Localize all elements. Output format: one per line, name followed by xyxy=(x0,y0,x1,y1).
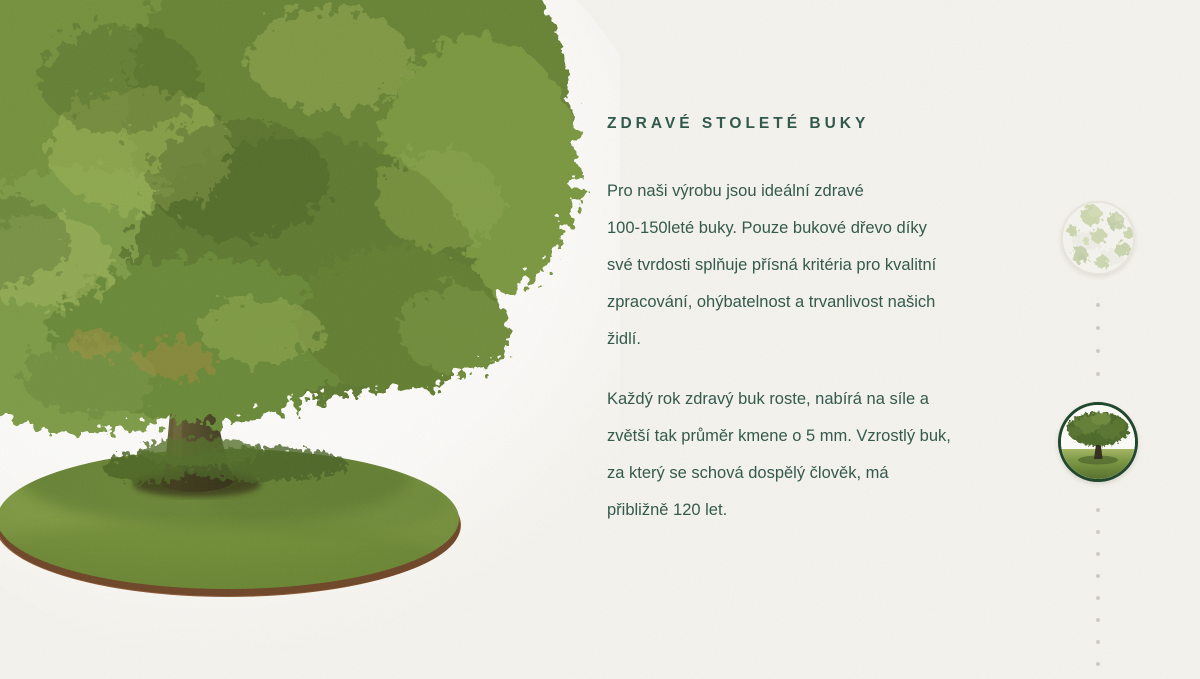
timeline-dot xyxy=(1096,508,1100,512)
paragraph-line: židlí. xyxy=(607,330,641,348)
paragraph-line: za který se schová dospělý člověk, má xyxy=(607,464,889,482)
timeline-dot xyxy=(1096,596,1100,600)
timeline-dot xyxy=(1096,574,1100,578)
paragraph-line: zpracování, ohýbatelnost a trvanlivost našich xyxy=(607,293,936,311)
timeline-dot xyxy=(1096,349,1100,353)
paragraph-line: své tvrdosti splňuje přísná kritéria pro kvalitní xyxy=(607,256,937,274)
forest-aerial-thumbnail[interactable] xyxy=(1061,201,1135,275)
paragraph-2 xyxy=(607,381,977,529)
beech-tree-icon xyxy=(1061,405,1135,479)
section-heading: ZDRAVÉ STOLETÉ BUKY xyxy=(607,115,870,132)
timeline-dot xyxy=(1096,640,1100,644)
paragraph-line: Pro naši výrobu jsou ideální zdravé xyxy=(607,182,864,200)
timeline-dot xyxy=(1096,303,1100,307)
timeline-dot xyxy=(1096,552,1100,556)
paragraph-line: přibližně 120 let. xyxy=(607,501,728,519)
timeline-dots-between xyxy=(1096,303,1100,376)
paragraph-line: zvětší tak průměr kmene o 5 mm. Vzrostlý buk, xyxy=(607,427,951,445)
paragraph-line: Každý rok zdravý buk roste, nabírá na síle a xyxy=(607,390,929,408)
paragraph-1 xyxy=(607,173,977,358)
paragraph-line: 100-150leté buky. Pouze bukové dřevo díky xyxy=(607,219,927,237)
timeline-dot xyxy=(1096,662,1100,666)
timeline-dot xyxy=(1096,372,1100,376)
timeline-dots-below xyxy=(1096,508,1100,666)
section-content xyxy=(607,112,977,529)
timeline-dot xyxy=(1096,326,1100,330)
timeline-dot xyxy=(1096,530,1100,534)
beech-tree-thumbnail[interactable] xyxy=(1058,402,1138,482)
forest-aerial-icon xyxy=(1063,203,1133,273)
timeline-dot xyxy=(1096,618,1100,622)
